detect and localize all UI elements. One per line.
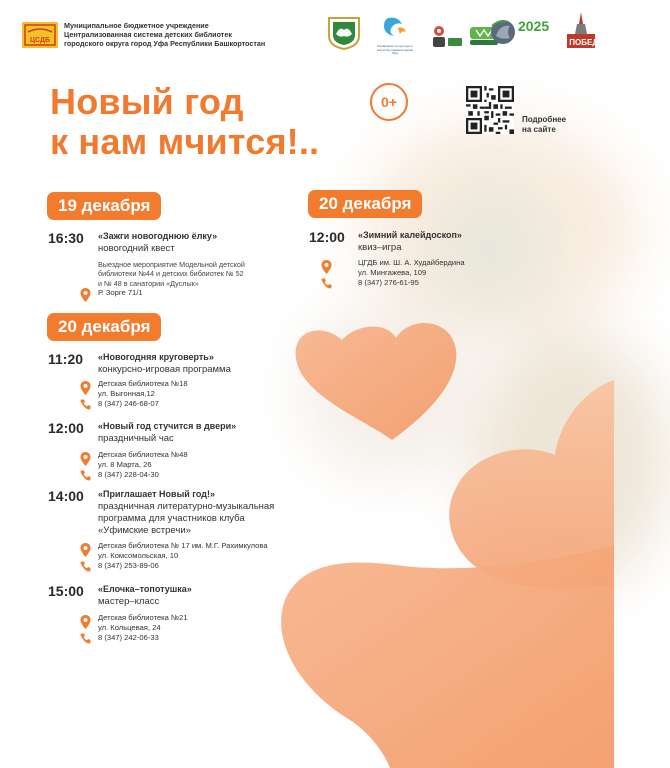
year-label: 2025 [518, 18, 550, 34]
title-line: к нам мчится!.. [50, 121, 320, 162]
phone-number: 8 (347) 276-61-95 [358, 277, 419, 287]
location-pin-icon [80, 543, 91, 557]
title-line: Новый год [50, 81, 244, 122]
event-location [339, 258, 465, 288]
location-pin-icon [80, 288, 91, 302]
date-badge: 20 декабря [47, 313, 161, 341]
victory-80-logo-icon [558, 10, 604, 50]
year-emblem-icon [488, 16, 518, 48]
org-line: Централизованная система детских библиотек [64, 30, 232, 39]
location-line: Детская библиотека № 17 им. М.Г. Рахимкулова [98, 540, 268, 550]
ufa-coat-of-arms-icon [326, 16, 362, 50]
qr-caption-line: на сайте [522, 125, 556, 134]
partner-caption: Управление по культуре и искусству Администрации Уфы [376, 44, 414, 55]
event-time: 11:20 [48, 351, 84, 367]
date-badge: 19 декабря [47, 192, 161, 220]
event-type: мастер–класс [98, 595, 160, 607]
event-title: «Новогодняя круговерть» [98, 352, 214, 362]
location-line: ул. Выгонная,12 [98, 388, 155, 398]
poster-title [50, 82, 319, 162]
location-line: Р. Зорге 71/1 [98, 288, 143, 297]
phone-icon [80, 633, 91, 644]
date-badge: 20 декабря [308, 190, 422, 218]
event-type: новогодний квест [98, 242, 175, 254]
event-type: программа для участников клуба [98, 512, 245, 524]
svg-text:ЦСДБ [30, 37, 50, 44]
event-title: «Зажги новогоднюю ёлку» [98, 231, 218, 241]
qr-caption [522, 115, 566, 135]
event-type: праздничная литературно-музыкальная [98, 500, 275, 512]
event-title: «Новый год стучится в двери» [98, 421, 237, 431]
organization-name [64, 21, 304, 48]
partner-logo-icon [430, 22, 464, 50]
phone-number: 8 (347) 228-04-30 [98, 469, 159, 479]
phone-icon [321, 278, 332, 289]
phone-icon [80, 470, 91, 481]
event-type: конкурсно-игровая программа [98, 363, 231, 375]
culture-swirl-icon [374, 14, 416, 40]
event-title: «Зимний калейдоскоп» [358, 230, 462, 240]
qr-code-icon[interactable] [466, 86, 514, 134]
org-line: городского округа город Уфа Республики Башкортостан [64, 39, 266, 48]
location-line: Детская библиотека №21 [98, 612, 188, 622]
location-line: ул. Кольцевая, 24 [98, 622, 161, 632]
heart-shape [296, 323, 457, 440]
location-line: ЦГДБ им. Ш. А. Худайбердина [358, 257, 465, 267]
event-note-line: и № 48 в санатории «Дуслык» [98, 278, 199, 288]
location-line: Детская библиотека №18 [98, 378, 188, 388]
event-note-line: Выездное мероприятие Модельной детской [98, 259, 245, 269]
logo-text: ЦСДБ [29, 37, 51, 44]
org-line: Муниципальное бюджетное учреждение [64, 21, 209, 30]
phone-number: 8 (347) 242-06-33 [98, 632, 159, 642]
location-line: ул. Комсомольская, 10 [98, 550, 179, 560]
phone-number: 8 (347) 253-89-06 [98, 560, 159, 570]
blob-shape [281, 545, 614, 768]
qr-caption-line: Подробнее [522, 115, 567, 124]
location-line: Детская библиотека №48 [98, 449, 188, 459]
culture-department-logo [374, 14, 416, 56]
event-type: «Уфимские встречи» [98, 524, 191, 536]
event-note [98, 260, 245, 289]
victory-text: 80 ПОБЕДА [558, 38, 604, 47]
event-note-line: библиотеки №44 и детских библиотек № 52 [98, 269, 244, 278]
event-location [98, 288, 245, 298]
phone-number: 8 (347) 246-68-07 [98, 398, 159, 408]
event-title: «Приглашает Новый год!» [98, 489, 216, 499]
location-line: ул. Мингажева, 109 [358, 267, 427, 277]
phone-icon [80, 561, 91, 572]
svg-text:80 ПОБЕДА [558, 38, 604, 47]
location-pin-icon [80, 615, 91, 629]
event-time: 16:30 [48, 230, 84, 246]
phone-icon [80, 399, 91, 410]
location-pin-icon [80, 452, 91, 466]
location-pin-icon [321, 260, 332, 274]
event-type: квиз–игра [358, 241, 402, 253]
csdb-logo-icon [22, 22, 58, 48]
location-line: ул. 8 Марта, 26 [98, 459, 152, 469]
event-time: 15:00 [48, 583, 84, 599]
age-rating-badge: 0+ [370, 83, 408, 121]
event-time: 12:00 [48, 420, 84, 436]
event-title: «Елочка–топотушка» [98, 584, 192, 594]
event-type: праздничный час [98, 432, 174, 444]
event-time: 12:00 [309, 229, 345, 245]
location-pin-icon [80, 381, 91, 395]
event-time: 14:00 [48, 488, 84, 504]
